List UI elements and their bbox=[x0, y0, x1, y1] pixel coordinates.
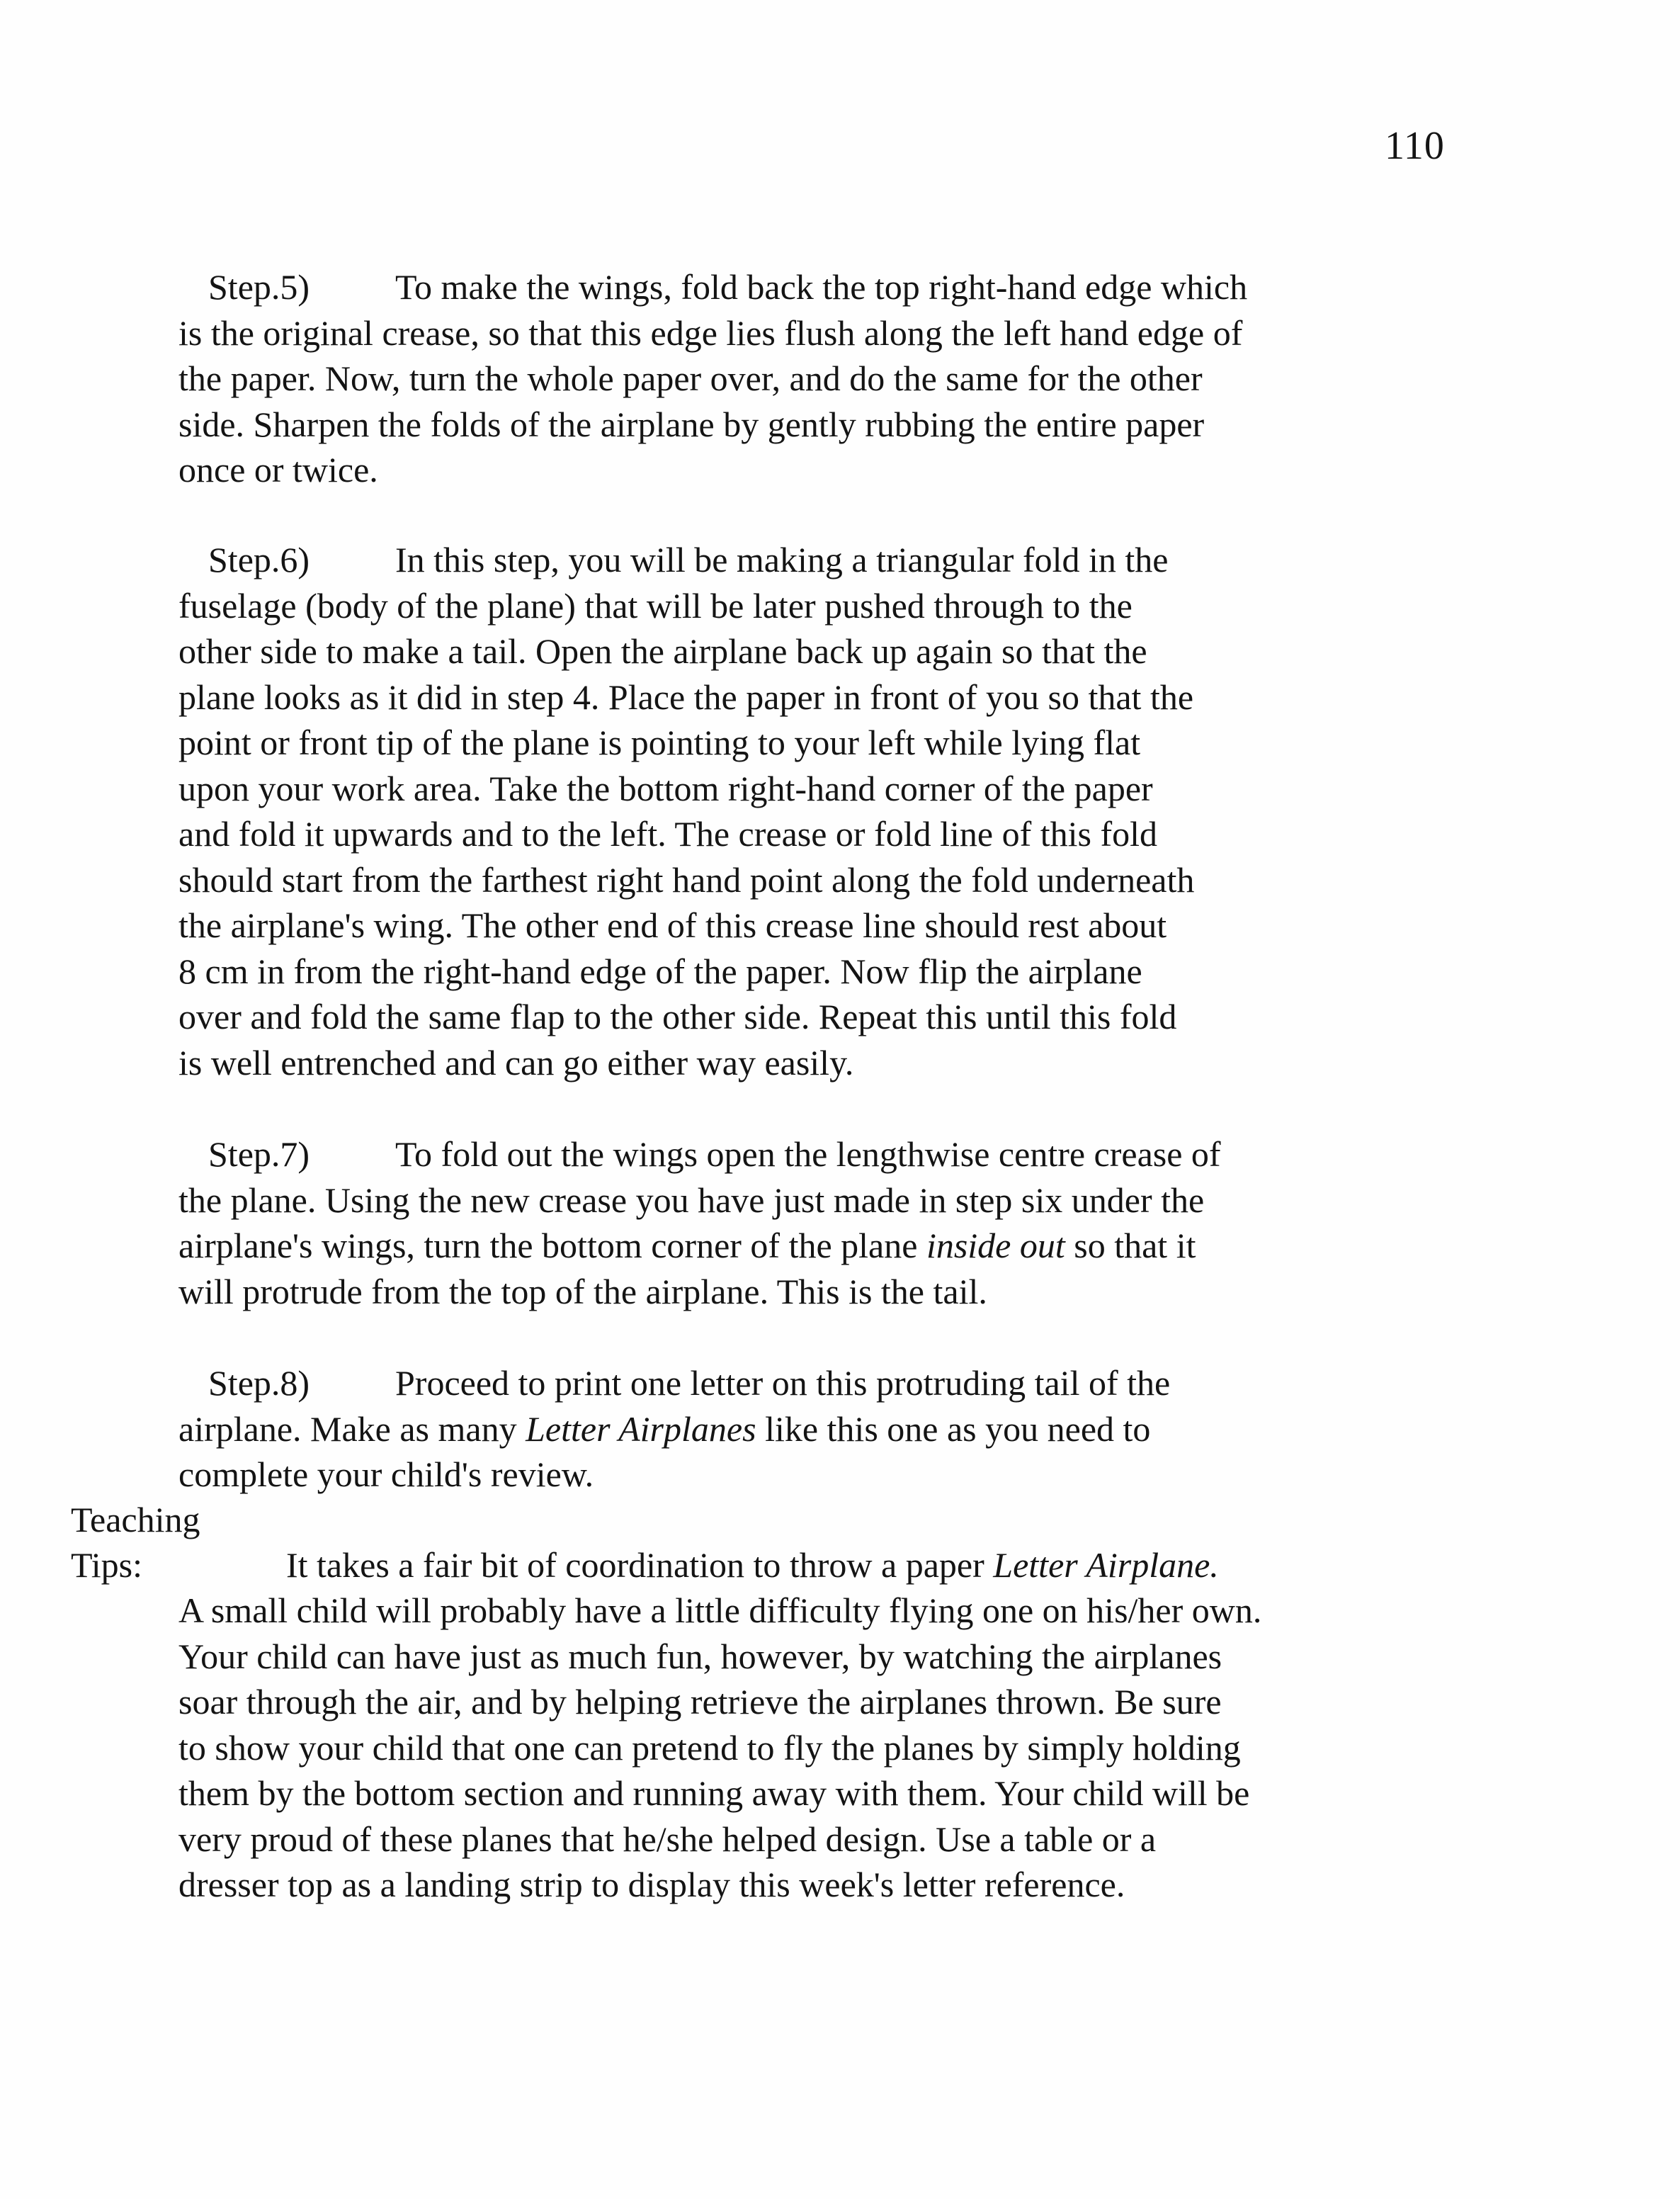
page-number: 110 bbox=[1385, 124, 1445, 168]
step-6-line-5: point or front tip of the plane is pointing to your left while lying flat bbox=[178, 723, 1141, 762]
teaching-tips-line-1-start: It takes a fair bit of coordination to throw a paper bbox=[286, 1545, 994, 1585]
step-8-label: Step.8) bbox=[208, 1363, 310, 1403]
teaching-tips-heading-line-2: Tips: bbox=[71, 1545, 143, 1585]
step-7-line-1: To fold out the wings open the lengthwise centre crease of bbox=[395, 1134, 1221, 1174]
step-7-line-3-start: airplane's wings, turn the bottom corner of the plane bbox=[178, 1226, 926, 1265]
step-5-line-3: the paper. Now, turn the whole paper over, and do the same for the other bbox=[178, 358, 1203, 398]
teaching-tips-body bbox=[178, 1588, 1261, 1908]
step-6-line-1: In this step, you will be making a triangular fold in the bbox=[395, 540, 1169, 580]
step-7-label: Step.7) bbox=[208, 1134, 310, 1174]
step-7-emphasis: inside out bbox=[926, 1226, 1065, 1265]
step-8-line-2 bbox=[178, 1406, 1453, 1452]
step-6-line-6: upon your work area. Take the bottom right-hand corner of the paper bbox=[178, 768, 1153, 808]
step-7-first-line bbox=[178, 1131, 1453, 1177]
step-6-first-line bbox=[178, 537, 1453, 583]
step-6-line-7: and fold it upwards and to the left. The crease or fold line of this fold bbox=[178, 814, 1158, 854]
step-5-line-2: is the original crease, so that this edge lies flush along the left hand edge of bbox=[178, 312, 1243, 353]
step-8-paragraph bbox=[178, 1360, 1453, 1498]
step-5-line-1: To make the wings, fold back the top right-hand edge which bbox=[395, 267, 1248, 307]
step-7-line-3 bbox=[178, 1223, 1453, 1269]
step-6-line-4: plane looks as it did in step 4. Place the paper in front of you so that the bbox=[178, 677, 1194, 717]
step-6-line-11: over and fold the same flap to the other side. Repeat this until this fold bbox=[178, 997, 1177, 1036]
step-6-paragraph bbox=[178, 537, 1453, 1085]
step-8-line-2-start: airplane. Make as many bbox=[178, 1408, 526, 1449]
step-6-label: Step.6) bbox=[208, 540, 310, 580]
step-8-first-line bbox=[178, 1360, 1453, 1406]
step-7-paragraph bbox=[178, 1131, 1453, 1314]
step-7-line-4: will protrude from the top of the airplane. This is the tail. bbox=[178, 1271, 987, 1311]
step-6-line-8: should start from the farthest right hand point along the fold underneath bbox=[178, 859, 1195, 900]
step-6-line-10: 8 cm in from the right-hand edge of the paper. Now flip the airplane bbox=[178, 951, 1142, 991]
teaching-tips-line-4: soar through the air, and by helping retrieve the airplanes thrown. Be sure bbox=[178, 1682, 1222, 1722]
teaching-tips-line-7: very proud of these planes that he/she helped design. Use a table or a bbox=[178, 1819, 1157, 1859]
step-5-label: Step.5) bbox=[208, 267, 310, 307]
step-5-paragraph bbox=[178, 264, 1453, 493]
step-8-line-1: Proceed to print one letter on this protruding tail of the bbox=[395, 1363, 1171, 1403]
step-6-line-9: the airplane's wing. The other end of this crease line should rest about bbox=[178, 905, 1167, 945]
step-6-line-3: other side to make a tail. Open the airplane back up again so that the bbox=[178, 631, 1147, 671]
step-5-first-line bbox=[178, 264, 1453, 310]
teaching-tips-first-line bbox=[286, 1542, 1219, 1588]
step-6-line-12: is well entrenched and can go either way easily. bbox=[178, 1042, 854, 1082]
step-5-line-4: side. Sharpen the folds of the airplane by gently rubbing the entire paper bbox=[178, 404, 1205, 444]
teaching-tips-line-3: Your child can have just as much fun, however, by watching the airplanes bbox=[178, 1636, 1222, 1676]
teaching-tips-heading-line-1: Teaching bbox=[71, 1500, 200, 1539]
teaching-tips-line-2: A small child will probably have a little difficulty flying one on his/her own. bbox=[178, 1590, 1262, 1630]
step-8-emphasis: Letter Airplanes bbox=[526, 1408, 756, 1449]
teaching-tips-line-6: them by the bottom section and running away with them. Your child will be bbox=[178, 1773, 1250, 1813]
teaching-tips-line-8: dresser top as a landing strip to display this week's letter reference. bbox=[178, 1865, 1125, 1904]
step-7-line-3-end: so that it bbox=[1065, 1226, 1196, 1265]
step-5-line-5: once or twice. bbox=[178, 450, 378, 490]
step-8-line-3: complete your child's review. bbox=[178, 1454, 594, 1494]
teaching-tips-line-5: to show your child that one can pretend to fly the planes by simply holding bbox=[178, 1727, 1241, 1768]
step-6-line-2: fuselage (body of the plane) that will be later pushed through to the bbox=[178, 585, 1133, 626]
teaching-tips-emphasis: Letter Airplane. bbox=[993, 1545, 1219, 1585]
step-7-line-2: the plane. Using the new crease you have just made in step six under the bbox=[178, 1180, 1205, 1220]
step-8-line-2-end: like this one as you need to bbox=[756, 1408, 1151, 1449]
